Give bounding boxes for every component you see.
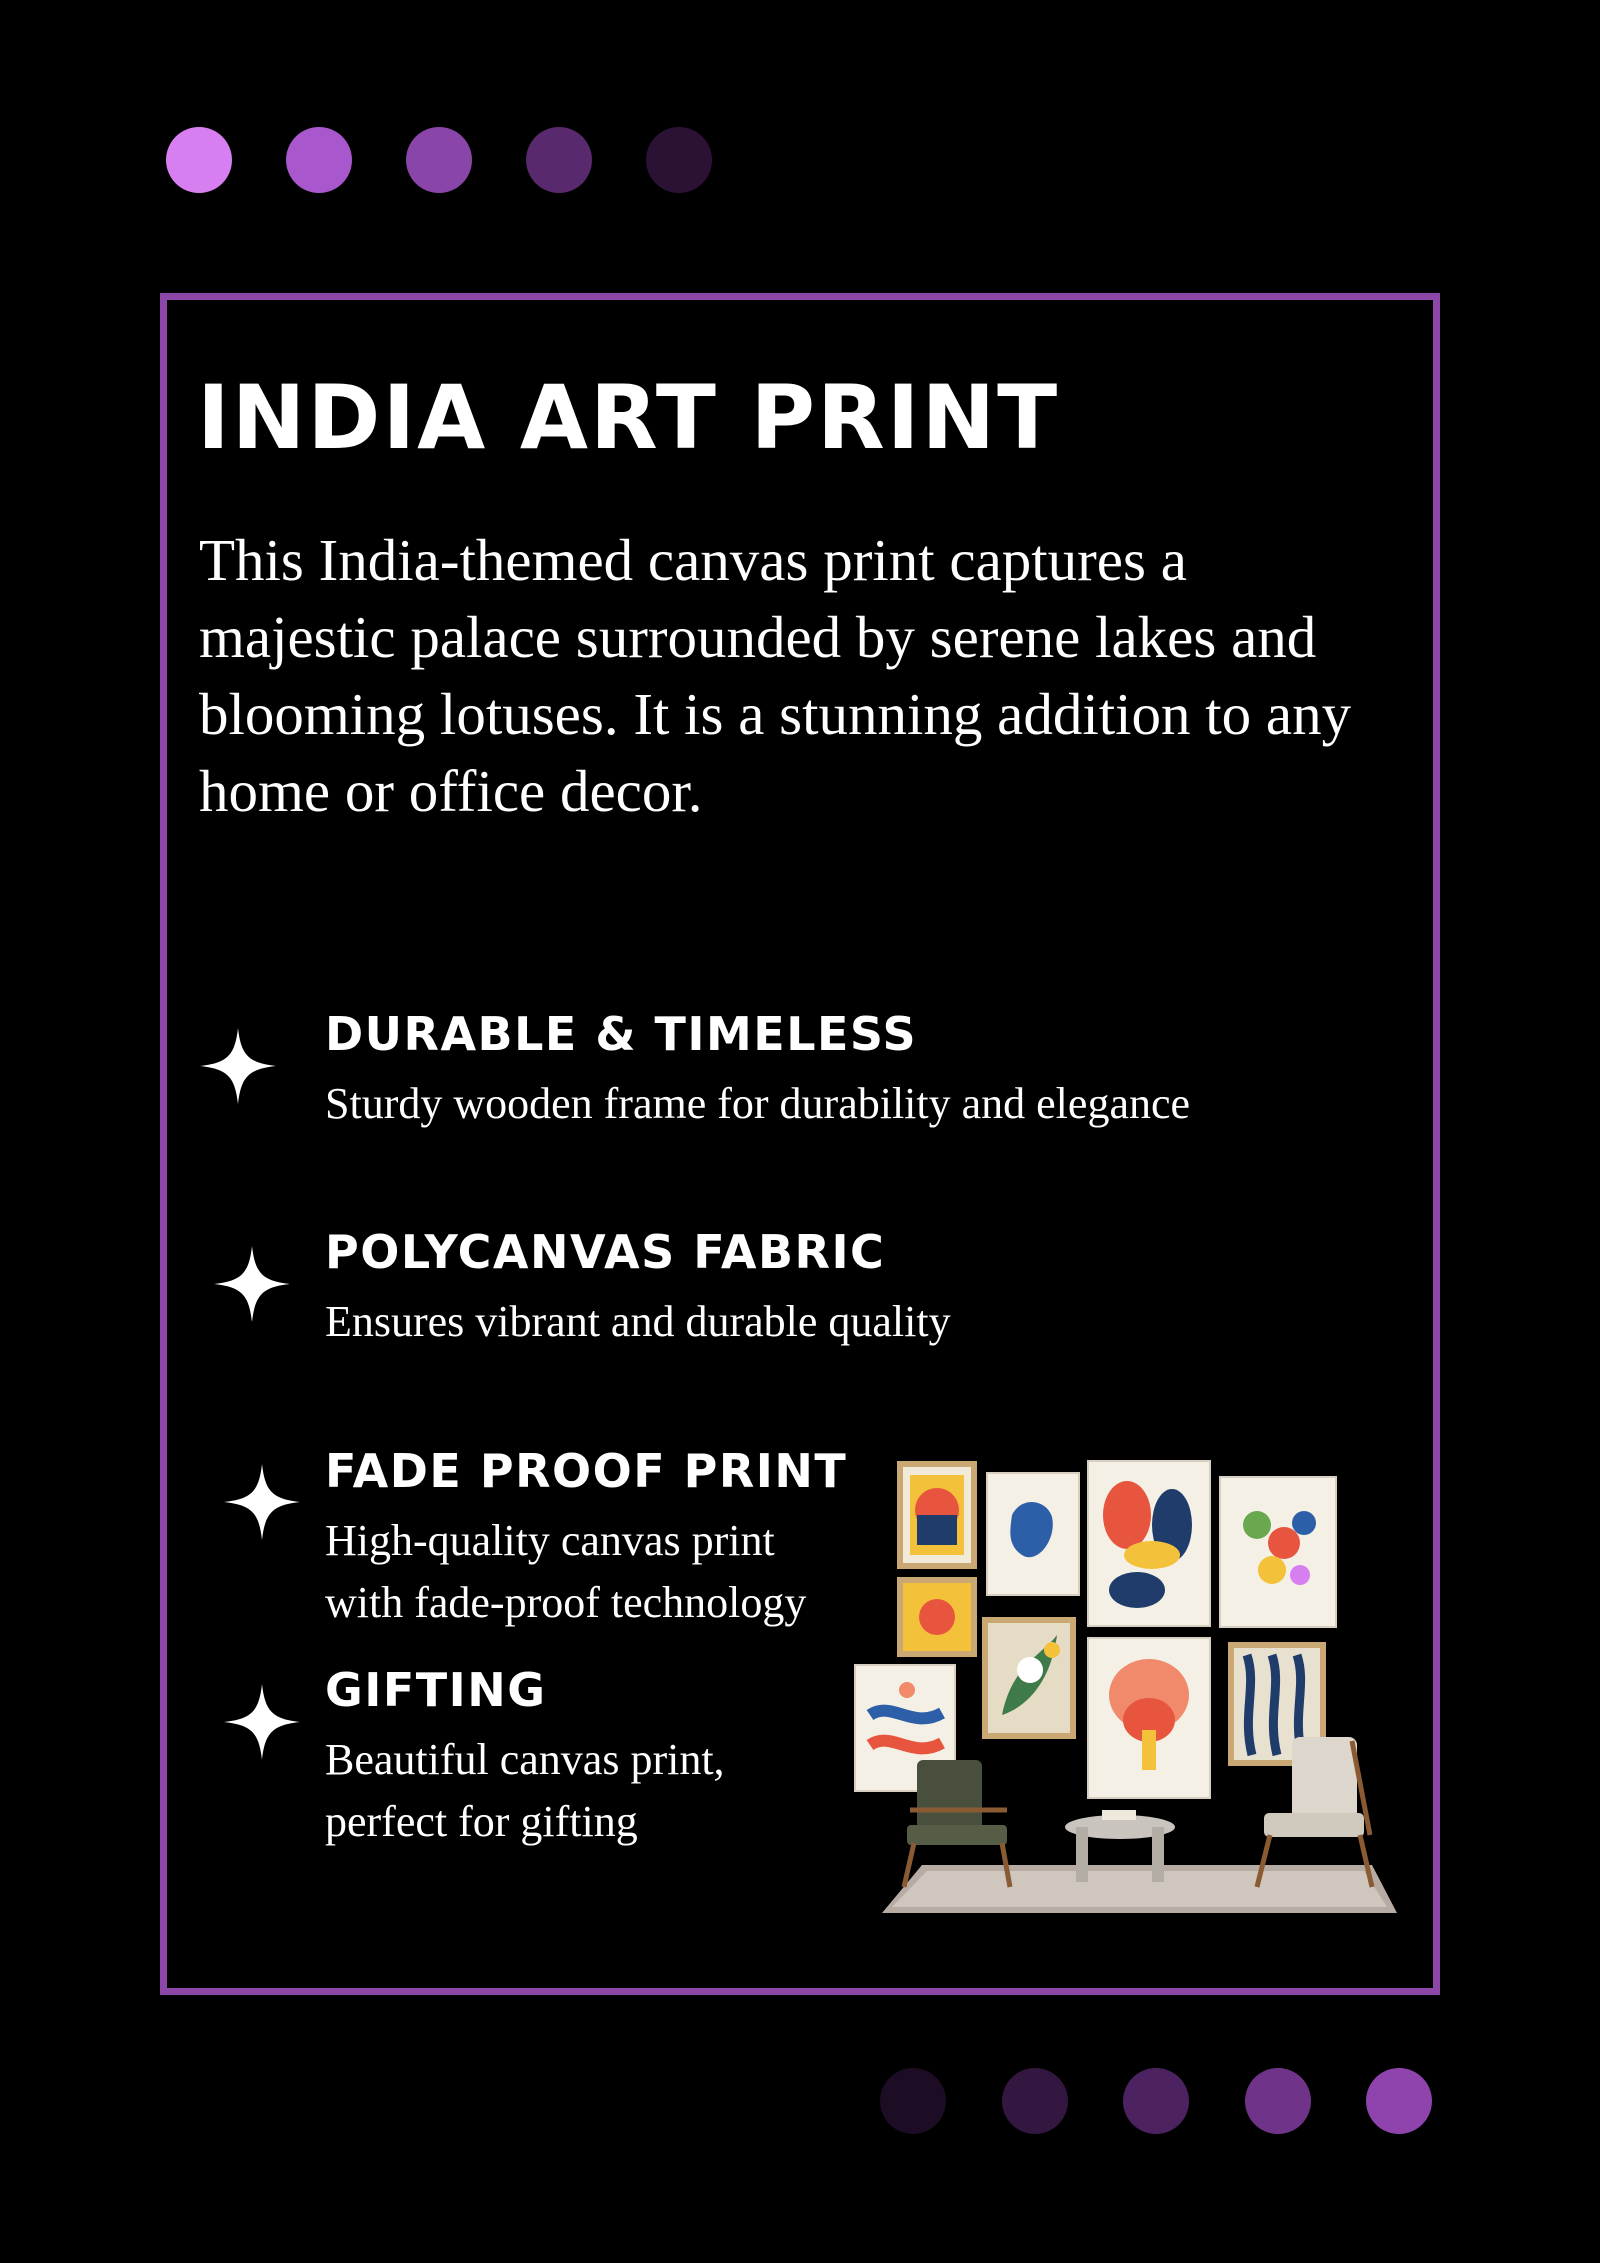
feature-title: POLYCANVAS FABRIC: [325, 1225, 886, 1279]
four-point-star-icon: [200, 1028, 276, 1104]
decor-dot: [526, 127, 592, 193]
feature-title: FADE PROOF PRINT: [325, 1444, 848, 1498]
four-point-star-icon: [224, 1464, 300, 1540]
decor-dot: [880, 2068, 946, 2134]
decor-dot: [1002, 2068, 1068, 2134]
feature-description: High-quality canvas print: [325, 1516, 775, 1565]
product-description: This India-themed canvas print captures a majestic palace surrounded by serene lakes and blooming lotuses. It is a stunning addition to any home or office decor.: [199, 527, 1352, 824]
four-point-star-icon: [214, 1246, 290, 1322]
decor-dot: [1245, 2068, 1311, 2134]
decor-dot: [286, 127, 352, 193]
feature-description: Sturdy wooden frame for durability and elegance: [325, 1079, 1191, 1128]
feature-description: Ensures vibrant and durable quality: [325, 1297, 951, 1346]
decor-dot: [406, 127, 472, 193]
decor-dot: [1123, 2068, 1189, 2134]
feature-description: Beautiful canvas print,: [325, 1735, 725, 1784]
decor-dot: [1366, 2068, 1432, 2134]
decor-dot: [646, 127, 712, 193]
feature-title: DURABLE & TIMELESS: [325, 1007, 918, 1061]
feature-description: perfect for gifting: [325, 1797, 638, 1846]
four-point-star-icon: [224, 1684, 300, 1760]
feature-description: with fade-proof technology: [325, 1578, 807, 1627]
gallery-wall-illustration: [852, 1455, 1412, 1920]
decor-dot: [166, 127, 232, 193]
page-title: INDIA ART PRINT: [197, 366, 1060, 469]
feature-title: GIFTING: [325, 1663, 547, 1717]
